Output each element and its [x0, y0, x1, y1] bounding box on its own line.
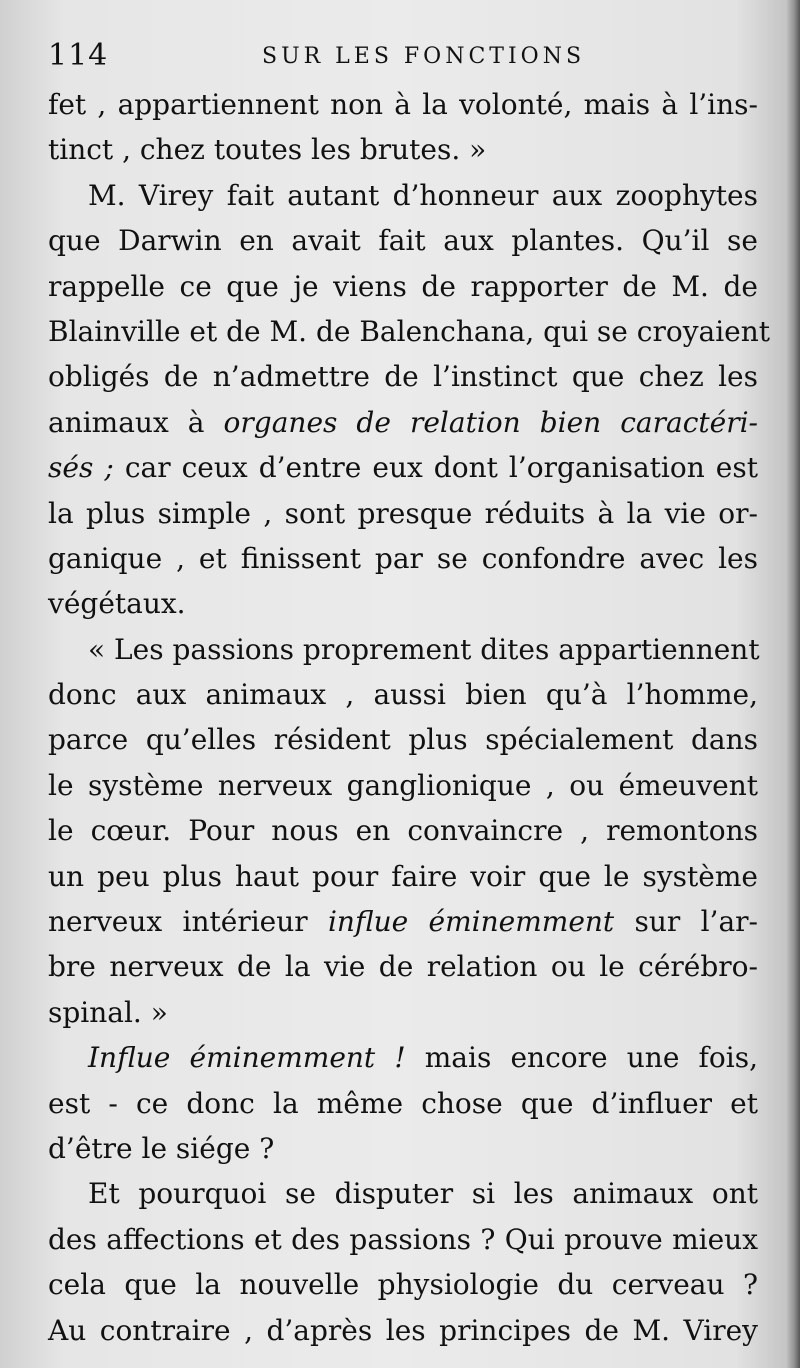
text-line: la plus simple , sont presque réduits à la vie or- [48, 496, 758, 530]
text-line [48, 400, 758, 445]
text-line: spinal. » [48, 995, 168, 1029]
text-line [48, 899, 758, 944]
italic-text: Influe éminemment ! [88, 1041, 406, 1075]
text-segment: mais encore une fois, [405, 1041, 758, 1075]
text-line: fet , appartiennent non à la volonté, mais à l’ins- [48, 88, 758, 121]
page-number: 114 [48, 38, 109, 73]
text-line: tinct , chez toutes les brutes. » [48, 133, 487, 167]
text-line: parce qu’elles résident plus spécialement dans [48, 723, 758, 757]
running-head: SUR LES FONCTIONS [262, 44, 586, 69]
text-segment: animaux à [48, 405, 224, 439]
italic-text: organes de relation bien caractéri- [223, 405, 758, 439]
text-segment: sur l’ar- [614, 905, 758, 939]
text-line: le cœur. Pour nous en convaincre , remontons [48, 814, 758, 848]
text-segment: nerveux intérieur [48, 905, 328, 939]
text-segment: car ceux d’entre eux dont l’organisation est [113, 451, 758, 485]
text-line: un peu plus haut pour faire voir que le système [48, 859, 758, 893]
text-line: végétaux. [48, 587, 186, 621]
text-line: que Darwin en avait fait aux plantes. Qu’il se [48, 224, 758, 258]
text-line: cela que la nouvelle physiologie du cerveau ? [48, 1268, 758, 1302]
text-line: bre nerveux de la vie de relation ou le cérébro- [48, 950, 758, 984]
page-edge-shadow [786, 0, 800, 1368]
text-line: ganique , et finissent par se confondre avec les [48, 541, 758, 575]
italic-text: influe éminemment [327, 905, 615, 939]
text-line: Blainville et de M. de Balenchana, qui se croyaient [48, 314, 771, 348]
text-line: des affections et des passions ? Qui prouve mieux [48, 1222, 758, 1256]
text-line: d’être le siége ? [48, 1131, 275, 1165]
text-line [48, 445, 758, 490]
text-line: donc aux animaux , aussi bien qu’à l’homme, [48, 678, 758, 712]
text-line: M. Virey fait autant d’honneur aux zoophytes [88, 178, 758, 212]
text-line: rappelle ce que je viens de rapporter de M. de [48, 269, 758, 303]
page-header [48, 38, 760, 78]
body-text [48, 82, 771, 1353]
text-line: Au contraire , d’après les principes de M. Virey [48, 1313, 758, 1347]
text-line [48, 1035, 758, 1080]
text-line: obligés de n’admettre de l’instinct que chez les [48, 360, 758, 394]
italic-text: sés ; [48, 451, 114, 485]
text-line: le système nerveux ganglionique , ou émeuvent [48, 768, 758, 802]
text-line: « Les passions proprement dites appartiennent [88, 632, 760, 666]
text-line: est - ce donc la même chose que d’influer et [48, 1086, 758, 1120]
text-line: Et pourquoi se disputer si les animaux ont [88, 1177, 758, 1211]
